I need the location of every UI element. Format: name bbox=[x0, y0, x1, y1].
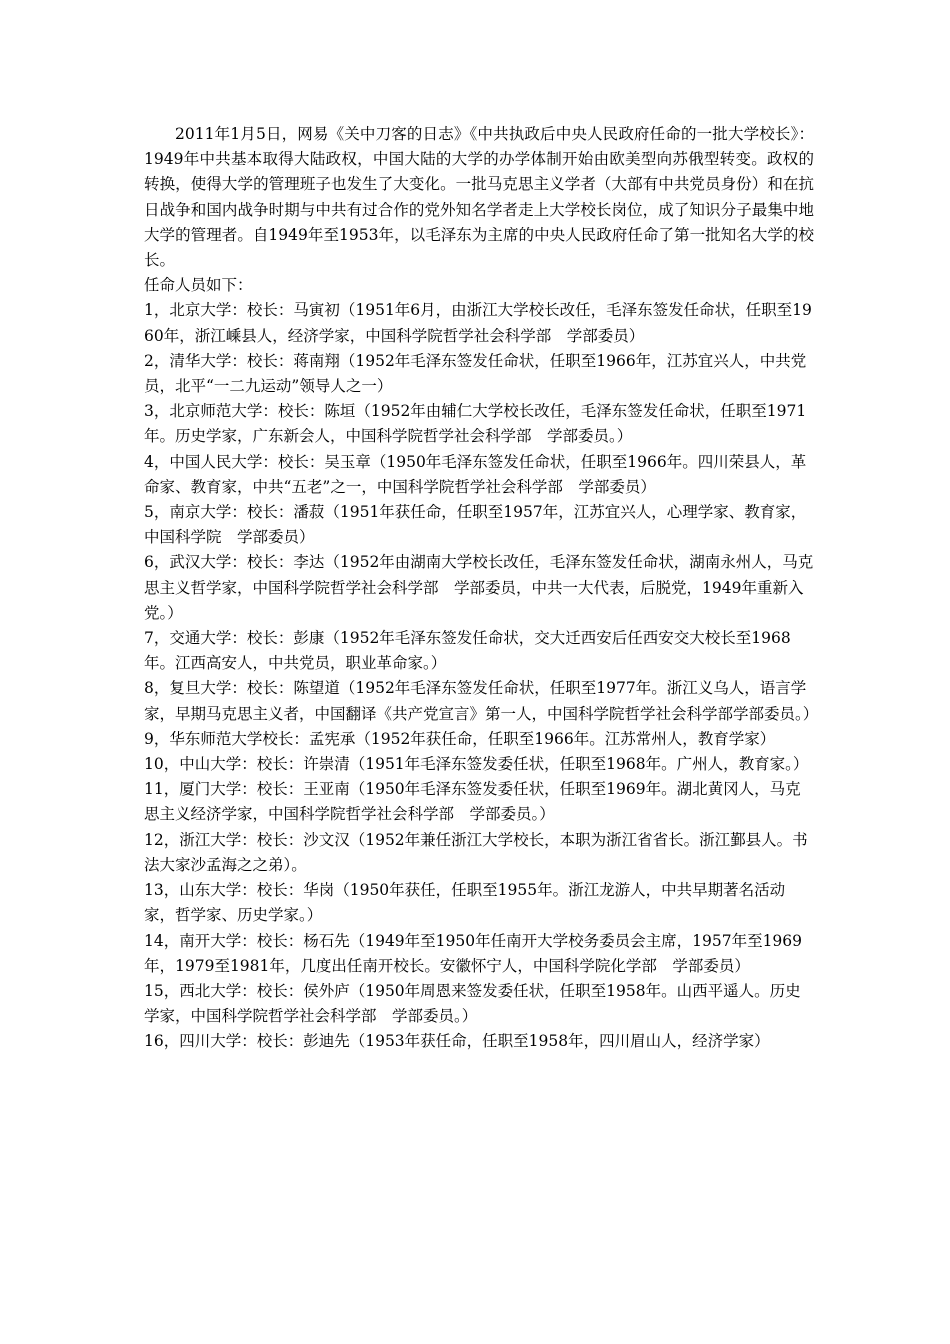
list-item-1: 1，北京大学：校长：马寅初（1951年6月，由浙江大学校长改任，毛泽东签发任命状，任职至1960年，浙江嵊县人，经济学家，中国科学院哲学社会科学部 学部委员） bbox=[144, 301, 812, 345]
list-item-2: 2，清华大学：校长：蒋南翔（1952年毛泽东签发任命状，任职至1966年，江苏宜兴人，中共党员，北平“一二九运动”领导人之一） bbox=[144, 351, 807, 396]
list-item-11: 11，厦门大学：校长：王亚南（1950年毛泽东签发委任状，任职至1969年。湖北黄冈人，马克思主义经济学家，中国科学院哲学社会科学部 学部委员。） bbox=[144, 780, 801, 824]
list-item-9: 9，华东师范大学校长：孟宪承（1952年获任命，任职至1966年。江苏常州人，教育学家） bbox=[144, 729, 776, 748]
list-item-13: 13，山东大学：校长：华岗（1950年获任，任职至1955年。浙江龙游人，中共早期著名活动家，哲学家、历史学家。） bbox=[144, 881, 786, 925]
list-item-12: 12，浙江大学：校长：沙文汉（1952年兼任浙江大学校长，本职为浙江省省长。浙江鄞县人。书法大家沙孟海之之弟）。 bbox=[144, 830, 808, 874]
list-item-5: 5，南京大学：校长：潘菽（1951年获任命，任职至1957年，江苏宜兴人，心理学家、教育家，中国科学院 学部委员） bbox=[144, 503, 807, 547]
list-item-8: 8，复旦大学：校长：陈望道（1952年毛泽东签发任命状，任职至1977年。浙江义乌人，语言学家，早期马克思主义者，中国翻译《共产党宣言》第一人，中国科学院哲学社会科学部学部委员。） bbox=[144, 679, 819, 723]
list-item-4: 4，中国人民大学：校长：吴玉章（1950年毛泽东签发任命状，任职至1966年。四川荣县人，革命家、教育家，中共“五老”之一，中国科学院哲学社会科学部 学部委员） bbox=[144, 452, 807, 496]
list-item-7: 7，交通大学：校长：彭康（1952年毛泽东签发任命状，交大迁西安后任西安交大校长至1968年。江西高安人，中共党员，职业革命家。） bbox=[144, 629, 791, 673]
intro-paragraph: 2011年1月5日，网易《关中刀客的日志》《中共执政后中央人民政府任命的一批大学校长》：1949年中共基本取得大陆政权，中国大陆的大学的办学体制开始由欧美型向苏俄型转变。政权的转换，使得大学的管理班子也发生了大变化。一批马克思主义学者（大部有中共党员身份）和在抗日战争和国内战争时期与中共有过合作的党外知名学者走上大学校长岗位，成了知识分子最集中地大学的管理者。自1949年至1953年，以毛泽东为主席的中央人民政府任命了第一批知名大学的校长。 bbox=[144, 125, 814, 270]
document-page bbox=[144, 122, 819, 1055]
list-item-10: 10，中山大学：校长：许崇清（1951年毛泽东签发委任状，任职至1968年。广州人，教育家。） bbox=[144, 755, 809, 774]
list-item-3: 3，北京师范大学：校长：陈垣（1952年由辅仁大学校长改任，毛泽东签发任命状，任职至1971年。历史学家，广东新会人，中国科学院哲学社会科学部 学部委员。） bbox=[144, 402, 807, 446]
appointment-list bbox=[144, 298, 819, 1054]
list-item-14: 14，南开大学：校长：杨石先（1949年至1950年任南开大学校务委员会主席，1957年至1969年，1979至1981年，几度出任南开校长。安徽怀宁人，中国科学院化学部 学部委员） bbox=[144, 931, 803, 975]
list-item-15: 15，西北大学：校长：侯外庐（1950年周恩来签发委任状，任职至1958年。山西平遥人。历史学家，中国科学院哲学社会科学部 学部委员。） bbox=[144, 981, 801, 1026]
list-item-6: 6，武汉大学：校长：李达（1952年由湖南大学校长改任，毛泽东签发任命状，湖南永州人，马克思主义哲学家，中国科学院哲学社会科学部 学部委员，中共一大代表，后脱党，1949年重新入党。） bbox=[144, 553, 814, 622]
list-item-16: 16，四川大学：校长：彭迪先（1953年获任命，任职至1958年，四川眉山人，经济学家） bbox=[144, 1032, 770, 1051]
list-heading: 任命人员如下： bbox=[144, 276, 253, 295]
